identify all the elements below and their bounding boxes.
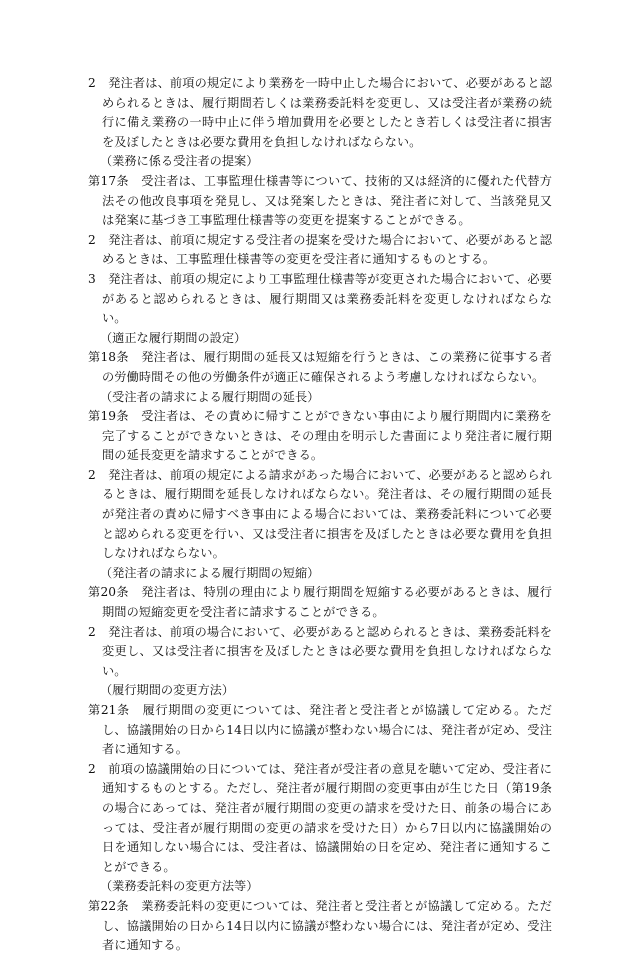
article-20-paragraph-2: 2 発注者は、前項の場合において、必要があると認められるときは、業務委託料を変更し、又は受注者に損害を及ぼしたときは必要な費用を負担しなければならない。 bbox=[88, 624, 552, 678]
article-17-heading: （業務に係る受注者の提案） bbox=[100, 154, 259, 169]
article-18-heading: （適正な履行期間の設定） bbox=[100, 330, 247, 345]
article-16-paragraph-2: 2 発注者は、前項の規定により業務を一時中止した場合において、必要があると認められるときは、履行期間若しくは業務委託料を変更し、又は受注者が業務の続行に備え業務の一時中止に伴う増加費用を必要としたとき若しくは受注者に損害を及ぼしたときは必要な費用を負担しなければならない。 bbox=[88, 76, 552, 149]
article-21-paragraph-2: 2 前項の協議開始の日については、発注者が受注者の意見を聴いて定め、受注者に通知するものとする。ただし、発注者が履行期間の変更事由が生じた日（第19条の場合にあっては、発注者が履行期間の変更の請求を受けた日、前条の場合にあっては、受注者が履行期間の変更の請求を受けた日）から7日以内に協議開始の日を通知しない場合には、受注者は、協議開始の日を定め、発注者に通知することができる。 bbox=[88, 761, 552, 874]
article-22-paragraph-1: 第22条 業務委託料の変更については、発注者と受注者とが協議して定める。ただし、協議開始の日から14日以内に協議が整わない場合には、発注者が定め、受注者に通知する。 bbox=[88, 898, 552, 953]
article-17-paragraph-1: 第17条 受注者は、工事監理仕様書等について、技術的又は経済的に優れた代替方法その他改良事項を発見し、又は発案したときは、発注者に対して、当該発見又は発案に基づき工事監理仕様書等の変更を提案することができる。 bbox=[88, 173, 552, 228]
article-20-paragraph-1: 第20条 発注者は、特別の理由により履行期間を短縮する必要があるときは、履行期間の短縮変更を受注者に請求することができる。 bbox=[88, 585, 552, 620]
article-19-heading: （受注者の請求による履行期間の延長） bbox=[100, 389, 320, 404]
article-17-paragraph-2: 2 発注者は、前項に規定する受注者の提案を受けた場合において、必要があると認めるときは、工事監理仕様書等の変更を受注者に通知するものとする。 bbox=[88, 232, 552, 267]
article-22-heading: （業務委託料の変更方法等） bbox=[100, 879, 259, 894]
article-19-paragraph-2: 2 発注者は、前項の規定による請求があった場合において、必要があると認められるときは、履行期間を延長しなければならない。発注者は、その履行期間の延長が発注者の責めに帰すべき事由による場合においては、業務委託料について必要と認められる変更を行い、又は受注者に損害を及ぼしたときは必要な費用を負担しなければならない。 bbox=[88, 467, 552, 561]
article-21-paragraph-1: 第21条 履行期間の変更については、発注者と受注者とが協議して定める。ただし、協議開始の日から14日以内に協議が整わない場合には、発注者が定め、受注者に通知する。 bbox=[88, 703, 552, 757]
article-18-paragraph-1: 第18条 発注者は、履行期間の延長又は短縮を行うときは、この業務に従事する者の労働時間その他の労働条件が適正に確保されるよう考慮しなければならない。 bbox=[88, 350, 552, 384]
document-body bbox=[88, 74, 552, 956]
article-17-paragraph-3: 3 発注者は、前項の規定により工事監理仕様書等が変更された場合において、必要があると認められるときは、履行期間又は業務委託料を変更しなければならない。 bbox=[88, 271, 552, 326]
article-21-heading: （履行期間の変更方法） bbox=[100, 683, 235, 698]
article-19-paragraph-1: 第19条 受注者は、その責めに帰すことができない事由により履行期間内に業務を完了することができないときは、その理由を明示した書面により発注者に履行期間の延長変更を請求することができる。 bbox=[88, 409, 552, 463]
article-20-heading: （発注者の請求による履行期間の短縮） bbox=[100, 565, 320, 580]
